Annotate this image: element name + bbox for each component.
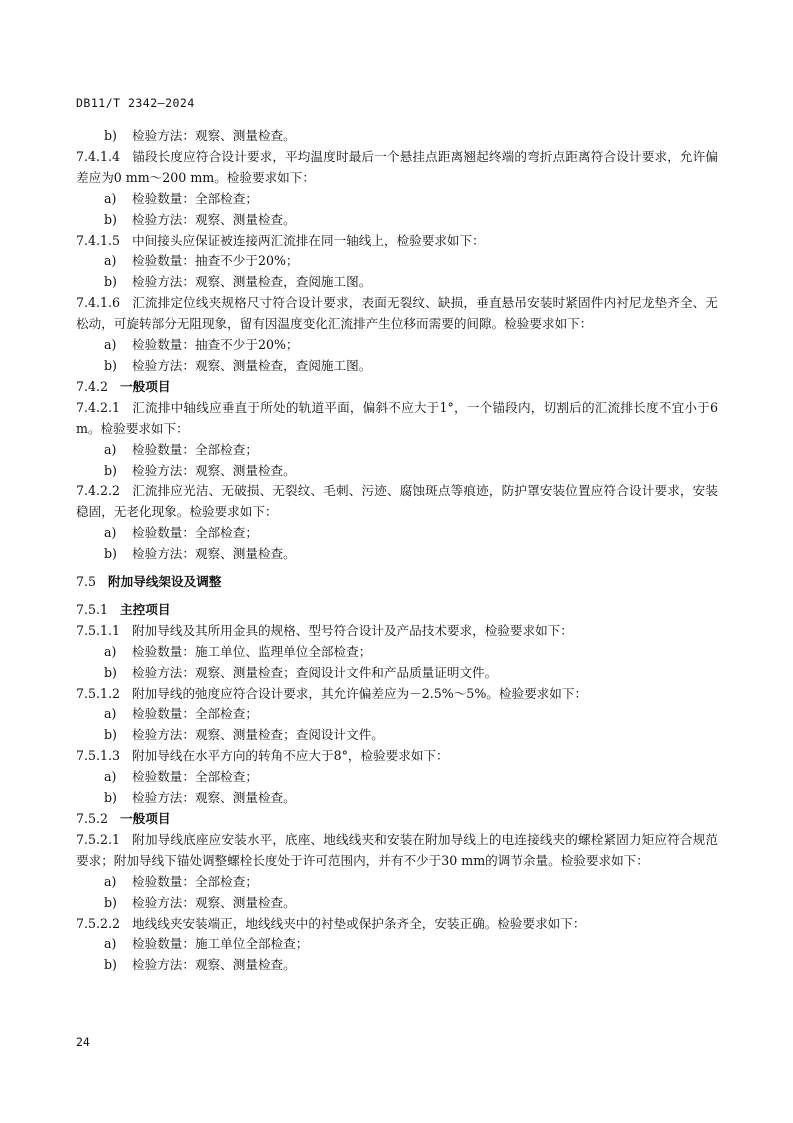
list-item-text: 检验方法：观察、测量检查。 bbox=[132, 957, 296, 973]
list-item-marker: a) bbox=[104, 337, 117, 353]
section-heading bbox=[76, 572, 718, 593]
list-item bbox=[76, 210, 718, 231]
clause-number: 7.5.2.1 bbox=[76, 831, 121, 847]
clause-text: 地线线夹安装端正，地线线夹中的衬垫或保护条齐全，安装正确。检验要求如下： bbox=[132, 915, 586, 931]
list-item-text: 检验方法：观察、测量检查；查阅设计文件。 bbox=[132, 727, 384, 743]
heading-text: 一般项目 bbox=[120, 378, 171, 394]
clause-number: 7.4.2.2 bbox=[76, 483, 121, 499]
clause-number: 7.5.1 bbox=[76, 601, 109, 617]
list-item-text: 检验数量：施工单位、监理单位全部检查； bbox=[132, 643, 372, 659]
heading-text: 主控项目 bbox=[120, 601, 171, 617]
clause-text: 汇流排中轴线应垂直于所处的轨道平面，偏斜不应大于1°，一个锚段内，切割后的汇流排长度不宜小于6 m。检验要求如下： bbox=[76, 399, 718, 436]
clause-number: 7.5.1.1 bbox=[76, 622, 121, 638]
list-item bbox=[76, 893, 718, 914]
list-item-text: 检验方法：观察、测量检查。 bbox=[132, 128, 296, 143]
clause-paragraph bbox=[76, 147, 718, 189]
list-item-marker: b) bbox=[104, 957, 117, 973]
list-item bbox=[76, 356, 718, 377]
list-item bbox=[76, 461, 718, 482]
list-item bbox=[76, 523, 718, 544]
list-item-marker: b) bbox=[104, 274, 117, 290]
list-item-text: 检验方法：观察、测量检查。 bbox=[132, 462, 296, 478]
clause-number: 7.4.1.5 bbox=[76, 232, 121, 248]
subsection-heading bbox=[76, 600, 718, 621]
clause-paragraph bbox=[76, 398, 718, 440]
heading-text: 附加导线架设及调整 bbox=[108, 574, 222, 590]
list-item-text: 检验方法：观察、测量检查，查阅施工图。 bbox=[132, 357, 372, 373]
list-item bbox=[76, 440, 718, 461]
clause-text: 中间接头应保证被连接两汇流排在同一轴线上，检验要求如下： bbox=[132, 232, 485, 248]
list-item-text: 检验方法：观察、测量检查；查阅设计文件和产品质量证明文件。 bbox=[132, 664, 498, 680]
list-item-marker: b) bbox=[104, 664, 117, 680]
list-item bbox=[76, 642, 718, 663]
clause-number: 7.5.2.2 bbox=[76, 915, 121, 931]
clause-text: 附加导线底座应安装水平，底座、地线线夹和安装在附加导线上的电连接线夹的螺栓紧固力矩应符合规范要求；附加导线下锚处调整螺栓长度处于许可范围内，并有不少于30 mm的调节余量。检验要求如下： bbox=[76, 831, 718, 868]
list-item bbox=[76, 335, 718, 356]
list-item bbox=[76, 872, 718, 893]
clause-paragraph bbox=[76, 830, 718, 872]
list-item-marker: a) bbox=[104, 441, 117, 457]
list-item-marker: b) bbox=[104, 128, 117, 143]
list-item bbox=[76, 934, 718, 955]
clause-paragraph bbox=[76, 684, 718, 705]
list-item bbox=[76, 955, 718, 976]
subsection-heading bbox=[76, 809, 718, 830]
clause-number: 7.4.2.1 bbox=[76, 399, 121, 415]
clause-number: 7.5.1.3 bbox=[76, 748, 121, 764]
list-item-marker: b) bbox=[104, 357, 117, 373]
list-item bbox=[76, 788, 718, 809]
list-item-marker: a) bbox=[104, 643, 117, 659]
list-item bbox=[76, 272, 718, 293]
list-item bbox=[76, 767, 718, 788]
clause-number: 7.5 bbox=[76, 574, 97, 590]
list-item bbox=[76, 725, 718, 746]
list-item-text: 检验方法：观察、测量检查。 bbox=[132, 546, 296, 562]
clause-paragraph bbox=[76, 481, 718, 523]
list-item-marker: a) bbox=[104, 769, 117, 785]
list-item-text: 检验方法：观察、测量检查。 bbox=[132, 790, 296, 806]
clause-number: 7.4.1.6 bbox=[76, 295, 121, 311]
list-item bbox=[76, 251, 718, 272]
list-item-text: 检验方法：观察、测量检查，查阅施工图。 bbox=[132, 274, 372, 290]
list-item-text: 检验数量：施工单位全部检查； bbox=[132, 936, 309, 952]
clause-number: 7.5.1.2 bbox=[76, 685, 121, 701]
list-item-text: 检验数量：全部检查； bbox=[132, 706, 258, 722]
clause-number: 7.4.2 bbox=[76, 378, 109, 394]
list-item-marker: a) bbox=[104, 525, 117, 541]
list-item-marker: b) bbox=[104, 790, 117, 806]
subsection-heading bbox=[76, 377, 718, 398]
clause-paragraph bbox=[76, 746, 718, 767]
clause-text: 附加导线及其所用金具的规格、型号符合设计及产品技术要求，检验要求如下： bbox=[132, 622, 573, 638]
page-number: 24 bbox=[76, 1035, 90, 1049]
list-item-text: 检验数量：全部检查； bbox=[132, 525, 258, 541]
list-item-text: 检验数量：全部检查； bbox=[132, 190, 258, 206]
heading-text: 一般项目 bbox=[120, 811, 171, 826]
clause-paragraph bbox=[76, 293, 718, 335]
list-item bbox=[76, 663, 718, 684]
clause-paragraph bbox=[76, 621, 718, 642]
list-item bbox=[76, 704, 718, 725]
clause-number: 7.5.2 bbox=[76, 811, 109, 826]
list-item-marker: b) bbox=[104, 727, 117, 743]
list-item-text: 检验数量：全部检查； bbox=[132, 873, 258, 889]
clause-text: 汇流排应光洁、无破损、无裂纹、毛刺、污迹、腐蚀斑点等痕迹，防护罩安装位置应符合设计要求，安装稳固，无老化现象。检验要求如下： bbox=[76, 483, 718, 520]
list-item-marker: a) bbox=[104, 873, 117, 889]
list-item-marker: a) bbox=[104, 253, 117, 269]
list-item-marker: b) bbox=[104, 462, 117, 478]
clause-text: 汇流排定位线夹规格尺寸符合设计要求，表面无裂纹、缺损，垂直悬吊安装时紧固件内衬尼龙垫齐全、无松动，可旋转部分无阻现象，留有因温度变化汇流排产生位移而需要的间隙。检验要求如下： bbox=[76, 295, 718, 332]
clause-paragraph bbox=[76, 914, 718, 935]
clause-text: 锚段长度应符合设计要求，平均温度时最后一个悬挂点距离翘起终端的弯折点距离符合设计要求，允许偏差应为0 mm～200 mm。检验要求如下： bbox=[76, 148, 718, 185]
list-item-text: 检验方法：观察、测量检查。 bbox=[132, 894, 296, 910]
list-item-text: 检验数量：抽查不少于20%； bbox=[132, 337, 299, 353]
list-item-marker: b) bbox=[104, 894, 117, 910]
clause-paragraph bbox=[76, 231, 718, 252]
list-item-marker: a) bbox=[104, 706, 117, 722]
document-code-header: DB11/T 2342—2024 bbox=[76, 96, 195, 110]
list-item-marker: a) bbox=[104, 190, 117, 206]
list-item bbox=[76, 126, 718, 147]
clause-text: 附加导线在水平方向的转角不应大于8°，检验要求如下： bbox=[132, 748, 449, 764]
list-item-marker: b) bbox=[104, 211, 117, 227]
document-body bbox=[76, 126, 718, 976]
list-item-marker: b) bbox=[104, 546, 117, 562]
list-item bbox=[76, 544, 718, 565]
clause-number: 7.4.1.4 bbox=[76, 148, 121, 164]
list-item-text: 检验方法：观察、测量检查。 bbox=[132, 211, 296, 227]
list-item-marker: a) bbox=[104, 936, 117, 952]
list-item-text: 检验数量：全部检查； bbox=[132, 769, 258, 785]
list-item bbox=[76, 189, 718, 210]
list-item-text: 检验数量：抽查不少于20%； bbox=[132, 253, 299, 269]
clause-text: 附加导线的弛度应符合设计要求，其允许偏差应为－2.5%～5%。检验要求如下： bbox=[132, 685, 588, 701]
list-item-text: 检验数量：全部检查； bbox=[132, 441, 258, 457]
